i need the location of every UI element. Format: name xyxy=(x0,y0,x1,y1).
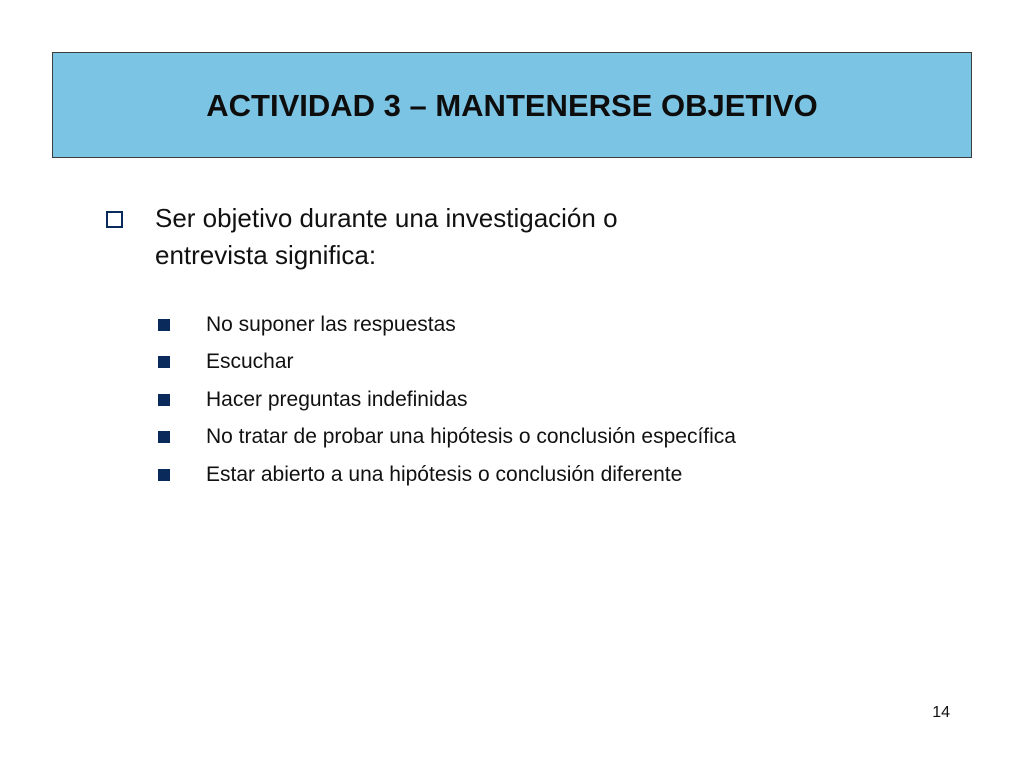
sub-bullet-text: Hacer preguntas indefinidas xyxy=(206,387,468,411)
sub-bullet-item xyxy=(158,419,736,457)
sub-bullet-list xyxy=(158,306,736,494)
sub-bullet-item xyxy=(158,344,736,382)
sub-bullet-item xyxy=(158,381,736,419)
sub-bullet-item xyxy=(158,456,736,494)
sub-bullet-item xyxy=(158,306,736,344)
filled-square-bullet-icon xyxy=(158,319,170,331)
slide-title-box xyxy=(52,52,972,158)
sub-bullet-text: Escuchar xyxy=(206,350,294,374)
hollow-square-bullet-icon xyxy=(106,211,123,228)
filled-square-bullet-icon xyxy=(158,394,170,406)
slide-title: ACTIVIDAD 3 – MANTENERSE OBJETIVO xyxy=(206,88,818,123)
main-bullet-point xyxy=(106,200,746,274)
page-number: 14 xyxy=(932,704,950,721)
sub-bullet-text: No tratar de probar una hipótesis o conclusión específica xyxy=(206,425,736,449)
filled-square-bullet-icon xyxy=(158,431,170,443)
main-bullet-text: Ser objetivo durante una investigación o entrevista significa: xyxy=(155,203,618,270)
filled-square-bullet-icon xyxy=(158,469,170,481)
filled-square-bullet-icon xyxy=(158,356,170,368)
sub-bullet-text: No suponer las respuestas xyxy=(206,312,456,336)
sub-bullet-text: Estar abierto a una hipótesis o conclusión diferente xyxy=(206,462,683,486)
